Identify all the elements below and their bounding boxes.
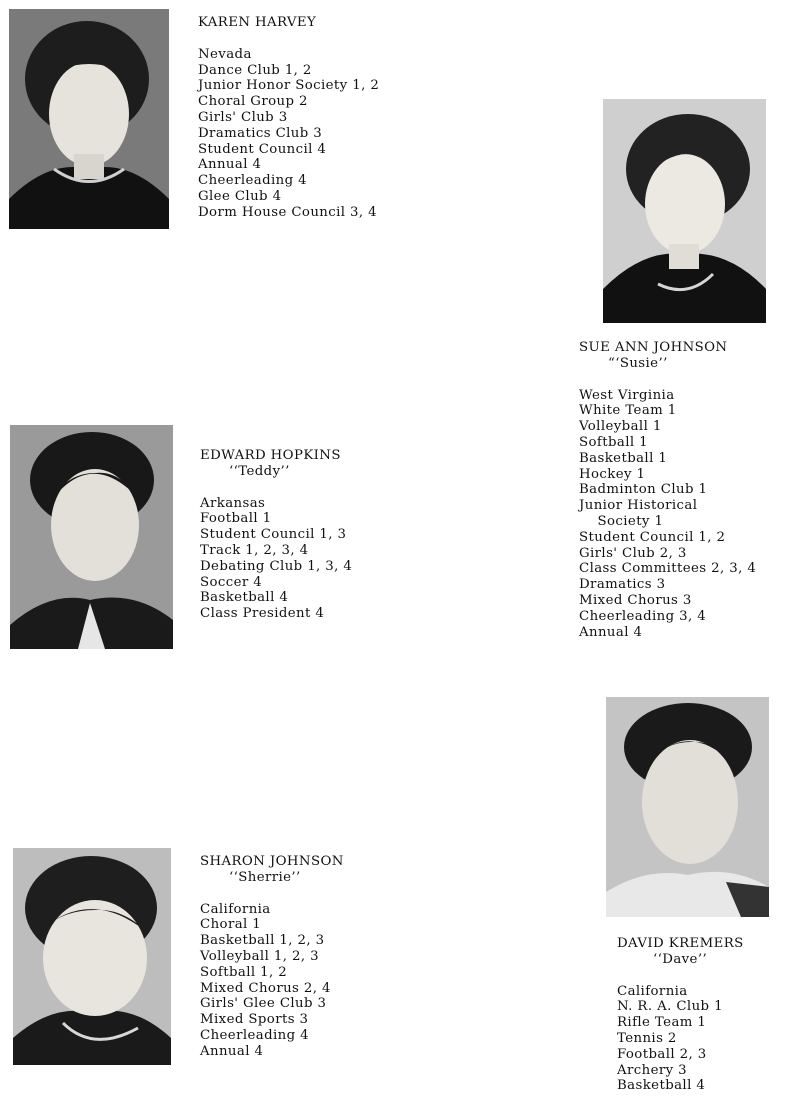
activity-item: Debating Club 1, 3, 4	[200, 558, 353, 574]
activity-item: Class Committees 2, 3, 4	[579, 561, 757, 577]
student-photo-karen-harvey	[9, 9, 169, 229]
student-photo-sharon-johnson	[13, 848, 171, 1065]
activity-item: Girls' Club 3	[198, 109, 288, 125]
activity-item: Mixed Sports 3	[200, 1012, 309, 1028]
activity-item: California	[617, 983, 688, 999]
student-name: DAVID KREMERS	[617, 936, 744, 951]
student-entry-sue-ann-johnson	[579, 340, 756, 640]
spacer	[200, 886, 344, 902]
activity-item: Softball 1, 2	[200, 964, 288, 980]
student-photo-david-kremers	[606, 697, 769, 917]
activity-item: Football 2, 3	[617, 1046, 707, 1062]
activity-item: Annual 4	[198, 157, 262, 173]
activity-item: California	[200, 901, 271, 917]
activity-item: Girls' Club 2, 3	[579, 545, 687, 561]
activity-item: Annual 4	[579, 624, 643, 640]
activity-item: Dramatics 3	[579, 577, 666, 593]
activity-item: Dramatics Club 3	[198, 125, 323, 141]
student-photo-edward-hopkins	[10, 425, 173, 649]
activity-item: Dorm House Council 3, 4	[198, 204, 378, 220]
activity-item: Student Council 4	[198, 141, 327, 157]
spacer	[200, 480, 352, 496]
activity-item: White Team 1	[579, 403, 677, 419]
activity-item: Softball 1	[579, 434, 649, 450]
activity-item: Mixed Chorus 2, 4	[200, 980, 331, 996]
activity-item: Glee Club 4	[198, 188, 282, 204]
activity-item: Society 1	[579, 513, 664, 529]
student-name: SUE ANN JOHNSON	[579, 340, 728, 355]
activity-item: Hockey 1	[579, 466, 646, 482]
activity-item: Badminton Club 1	[579, 482, 708, 498]
activity-item: Football 1	[200, 511, 272, 527]
activity-item: Volleyball 1, 2, 3	[200, 948, 319, 964]
student-name: SHARON JOHNSON	[200, 854, 344, 869]
activity-item: Basketball 4	[200, 590, 289, 606]
activity-item: Nevada	[198, 46, 252, 62]
activity-item: Arkansas	[200, 495, 266, 511]
activity-item: N. R. A. Club 1	[617, 999, 723, 1015]
activity-item: Girls' Glee Club 3	[200, 996, 327, 1012]
student-entry-karen-harvey	[198, 15, 379, 221]
student-entry-edward-hopkins	[200, 448, 352, 622]
activities-list	[200, 902, 344, 1060]
student-entry-david-kremers	[617, 936, 744, 1094]
spacer	[579, 372, 756, 388]
student-nickname: “‘Susie’’	[608, 355, 668, 371]
activity-item: Choral Group 2	[198, 94, 308, 110]
activity-item: Archery 3	[617, 1062, 687, 1078]
activity-item: Basketball 1	[579, 450, 668, 466]
student-name: KAREN HARVEY	[198, 15, 317, 30]
activity-item: Annual 4	[200, 1043, 264, 1059]
activity-item: Dance Club 1, 2	[198, 62, 312, 78]
spacer	[617, 968, 744, 984]
activity-item: Basketball 1, 2, 3	[200, 933, 325, 949]
activity-item: Student Council 1, 3	[200, 527, 347, 543]
activity-item: Basketball 4	[617, 1078, 706, 1094]
activity-item: Cheerleading 4	[200, 1027, 310, 1043]
student-entry-sharon-johnson	[200, 854, 344, 1060]
activity-item: West Virginia	[579, 387, 675, 403]
activity-item: Student Council 1, 2	[579, 529, 726, 545]
activity-item: Volleyball 1	[579, 419, 662, 435]
activity-item: Rifle Team 1	[617, 1015, 707, 1031]
activity-item: Cheerleading 3, 4	[579, 608, 707, 624]
activity-item: Junior Historical	[579, 498, 698, 514]
student-nickname: ‘‘Dave’’	[653, 951, 708, 967]
activity-item: Junior Honor Society 1, 2	[198, 78, 380, 94]
student-nickname: ‘‘Teddy’’	[229, 463, 290, 479]
spacer	[198, 31, 379, 47]
student-nickname: ‘‘Sherrie’’	[229, 869, 301, 885]
activities-list	[198, 47, 379, 221]
student-photo-sue-ann-johnson	[603, 99, 766, 323]
activities-list	[579, 388, 756, 641]
activity-item: Track 1, 2, 3, 4	[200, 542, 309, 558]
student-name: EDWARD HOPKINS	[200, 448, 341, 463]
activity-item: Class President 4	[200, 606, 325, 622]
activities-list	[200, 496, 352, 622]
activity-item: Soccer 4	[200, 574, 263, 590]
activity-item: Cheerleading 4	[198, 173, 308, 189]
activities-list	[617, 984, 744, 1095]
activity-item: Tennis 2	[617, 1030, 677, 1046]
activity-item: Mixed Chorus 3	[579, 592, 692, 608]
activity-item: Choral 1	[200, 917, 262, 933]
